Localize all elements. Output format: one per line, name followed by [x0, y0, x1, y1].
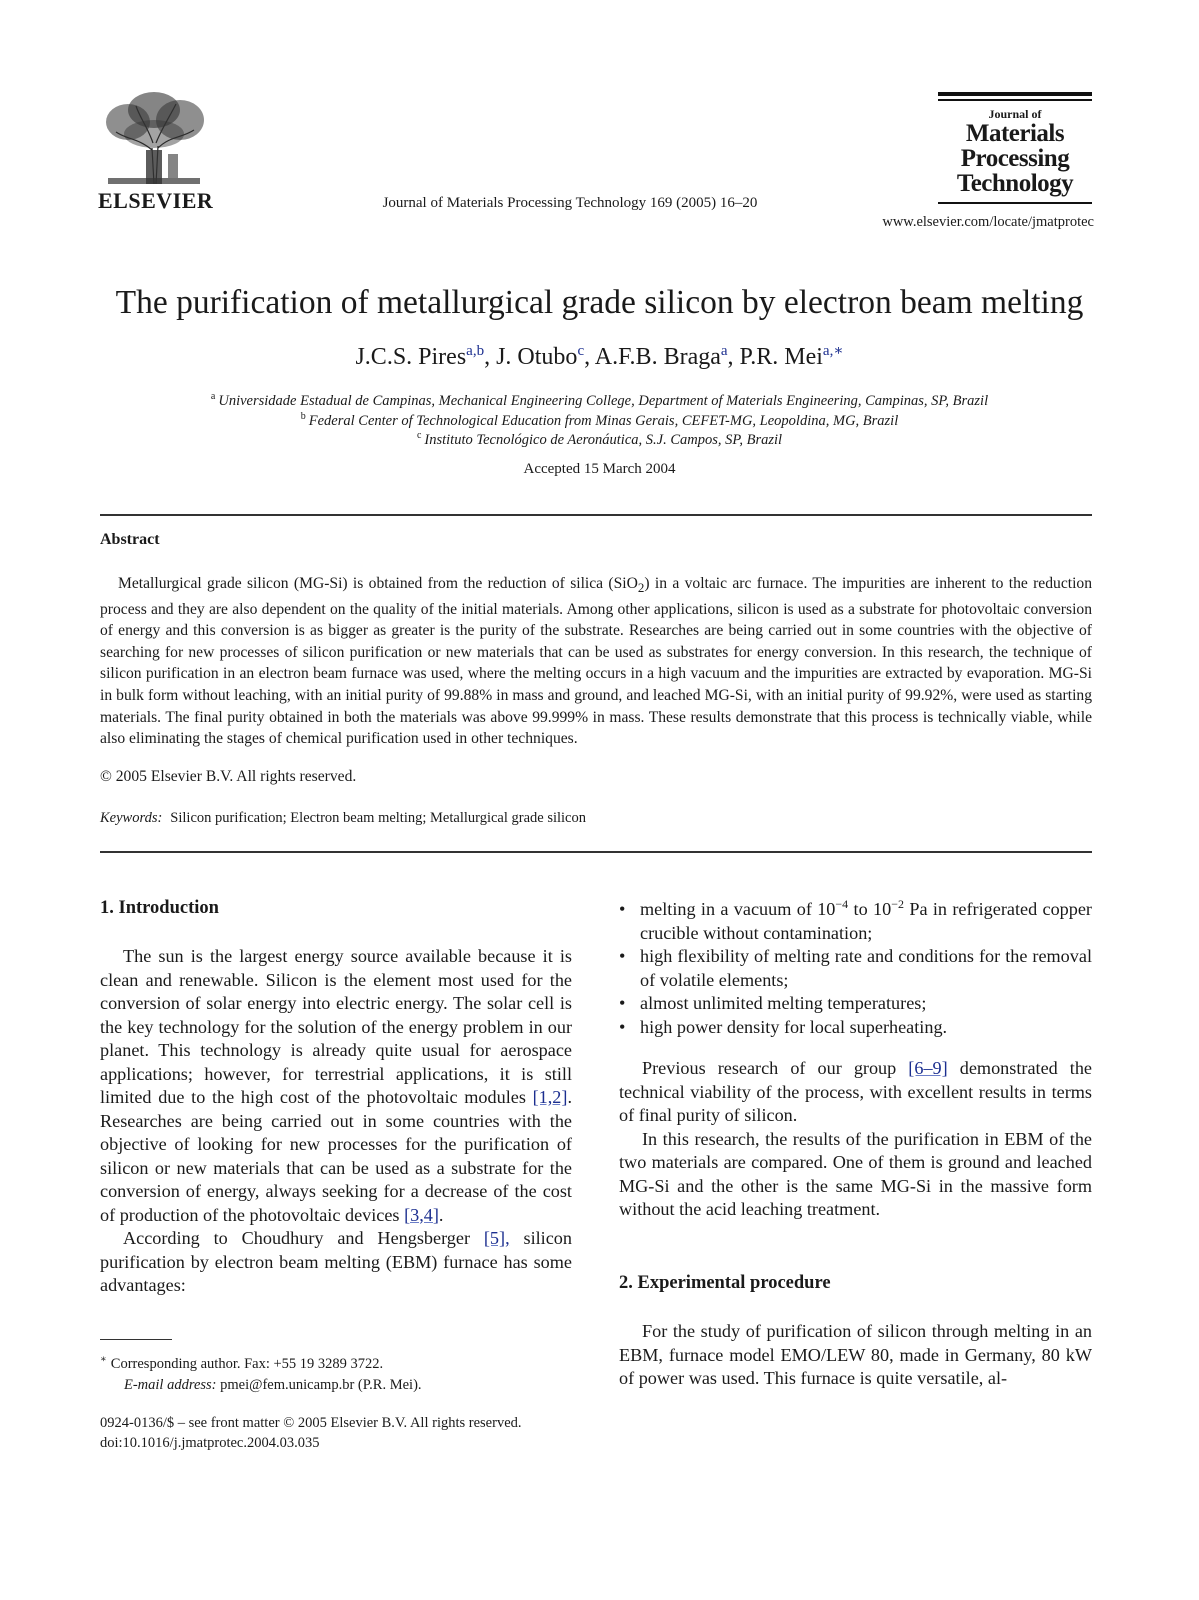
affiliation-c: [60, 430, 1139, 449]
author-affil-mark[interactable]: a,∗: [822, 343, 844, 359]
publisher-name: ELSEVIER: [98, 188, 214, 213]
author-affil-mark[interactable]: c: [577, 343, 585, 359]
keywords-text: Silicon purification; Electron beam melting; Metallurgical grade silicon: [170, 810, 586, 826]
paragraph: In this research, the results of the purification in EBM of the two materials are compared. One of them is ground and leached MG-Si and the other is the same MG-Si in the massive form without the acid leaching treatment.: [619, 1128, 1092, 1219]
affil-text: Instituto Tecnológico de Aeronáutica, S.J. Campos, SP, Brazil: [424, 431, 783, 448]
text-run: high power density for local superheating.: [640, 1016, 948, 1037]
email-address[interactable]: pmei@fem.unicamp.br (P.R. Mei).: [220, 1376, 422, 1393]
affil-mark: a: [210, 391, 216, 402]
section-heading-introduction: 1. Introduction: [100, 898, 219, 918]
list-item: [619, 898, 1092, 945]
abstract-text-part: ) in a voltaic arc furnace. The impurities are inherent to the reduction process and they are also dependent on the quality of the initial materials. Among other applications, silicon is used as a substrate for photovoltaic conversion of energy and this conversion is as bigger as greater is the purity of the substrate. Researches are being carried out in some countries with the objective of searching for new processes of silicon purification or new materials that can be used as substrates for energy conversion. In this research, the technique of silicon purification in an electron beam furnace was used, where the melting occurs in a high vacuum and the impurities are extracted by evaporation. MG-Si in bulk form without leaching, with an initial purity of 99.88% in mass and ground, and leached MG-Si, with an initial purity of 99.92%, were used as starting materials. The final purity obtained in both the materials was above 99.999% in mass. These results demonstrate that this process is technically viable, while also eliminating the stages of chemical purification used in other techniques.: [100, 575, 1092, 748]
brand-rule-bottom: [938, 202, 1092, 204]
paragraph: [100, 945, 572, 1227]
divider: [100, 514, 1092, 516]
brand-line-1: Materials: [965, 119, 1065, 147]
author-affil-mark[interactable]: a,b: [466, 343, 485, 359]
affiliation-a: [60, 391, 1139, 410]
text-run: almost unlimited melting temperatures;: [640, 993, 927, 1013]
abstract-heading: Abstract: [100, 531, 160, 548]
bullet-icon: •: [619, 946, 626, 966]
journal-citation: Journal of Materials Processing Technology 169 (2005) 16–20: [382, 195, 758, 211]
advantages-list: [619, 898, 1092, 1039]
footnote-divider: [100, 1339, 172, 1340]
front-matter: [100, 1413, 522, 1453]
text-run: The sun is the largest energy source available because it is clean and renewable. Silicon is the element most used for the conversion of solar energy into electric energy. The solar cell is the key technology for the solution of the energy problem in our planet. This technology is already quite usual for aerospace applications; however, for terrestrial applications, it is still limited due to the high cost of the photovoltaic modules: [100, 946, 572, 1107]
abstract-body: [100, 573, 1092, 750]
bullet-icon: •: [619, 1016, 626, 1037]
paper-title: The purification of metallurgical grade silicon by electron beam melting: [115, 284, 1084, 321]
citation-link[interactable]: [1,2]: [532, 1087, 568, 1107]
author-list: J.C.S. Pires$^{a,b}$, J. Otubo$^c$, A.F.B. Braga$^a$, P.R. Mei$^{a,∗}$: [355, 343, 844, 370]
footnote-line: [100, 1375, 422, 1396]
list-item: [619, 1016, 1092, 1040]
text-run: According to Choudhury and Hengsberger: [123, 1228, 484, 1248]
corresponding-author-footnote: [100, 1349, 422, 1396]
email-label: E-mail address:: [124, 1376, 217, 1393]
list-item: [619, 945, 1092, 992]
text-run: melting in a vacuum of 10: [640, 899, 836, 919]
keywords-label: Keywords:: [100, 810, 163, 826]
paragraph: [100, 1227, 572, 1298]
bullet-icon: •: [619, 993, 626, 1013]
text-run: demonstrated the technical viability of the process, with excellent results in terms of final purity of silicon.: [619, 1058, 1092, 1125]
issn-line: 0924-0136/$ – see front matter © 2005 Elsevier B.V. All rights reserved.: [100, 1415, 522, 1431]
author-name: P.R. Mei: [739, 344, 823, 370]
footnote-mark: ∗: [100, 1354, 107, 1365]
footnote-text: Corresponding author. Fax: +55 19 3289 3722.: [110, 1355, 384, 1372]
text-run: .: [438, 1204, 444, 1225]
citation-link[interactable]: [5],: [483, 1228, 510, 1248]
author-name: J. Otubo: [496, 344, 578, 370]
bullet-icon: •: [619, 899, 626, 919]
text-run: Previous research of our group: [642, 1058, 909, 1078]
abstract-copyright: © 2005 Elsevier B.V. All rights reserved.: [100, 768, 357, 785]
affil-mark: b: [300, 411, 306, 422]
accepted-date: Accepted 15 March 2004: [523, 461, 676, 477]
list-item: [619, 992, 1092, 1016]
superscript: −2: [891, 896, 904, 911]
footnote-line: [100, 1349, 422, 1375]
citation-link[interactable]: [6–9]: [908, 1058, 948, 1078]
brand-journal-of: Journal of: [988, 106, 1042, 121]
journal-url[interactable]: www.elsevier.com/locate/jmatprotec: [882, 214, 1094, 230]
brand-rule-top: [938, 92, 1092, 96]
brand-rule-thin: [938, 99, 1092, 101]
introduction-body: [100, 945, 572, 1298]
citation-link[interactable]: [3,4]: [404, 1204, 439, 1225]
affil-text: Federal Center of Technological Education from Minas Gerais, CEFET-MG, Leopoldina, MG, Brazil: [308, 412, 899, 429]
text-run: to 10: [848, 899, 892, 919]
text-run: high flexibility of melting rate and conditions for the removal of volatile elements;: [640, 946, 1092, 990]
paragraph: [619, 1057, 1092, 1128]
previous-research-text: [619, 1057, 1092, 1222]
author-name: A.F.B. Braga: [594, 344, 721, 370]
text-run: Pa in refrigerated copper crucible without contamination;: [640, 899, 1092, 943]
affil-text: Universidade Estadual de Campinas, Mechanical Engineering College, Department of Materials Engineering, Campinas, SP, Brazil: [218, 392, 989, 409]
experimental-body: [619, 1320, 1092, 1391]
author-affil-mark[interactable]: a: [720, 343, 728, 359]
superscript: −4: [835, 896, 849, 911]
abstract-text-part: Metallurgical grade silicon (MG-Si) is obtained from the reduction of silica (SiO: [118, 575, 638, 592]
text-run: silicon purification by electron beam melting (EBM) furnace has some advantages:: [100, 1228, 572, 1295]
subscript: 2: [637, 580, 645, 596]
journal-brand-logo: [938, 92, 1092, 204]
affiliation-b: [60, 411, 1139, 430]
section-heading-experimental: 2. Experimental procedure: [619, 1273, 831, 1293]
author-name: J.C.S. Pires: [355, 344, 467, 370]
brand-line-3: Technology: [956, 169, 1074, 197]
paragraph: For the study of purification of silicon through melting in an EBM, furnace model EMO/LEW 80, made in Germany, 80 kW of power was used. This furnace is quite versatile, al-: [619, 1321, 1092, 1388]
brand-line-2: Processing: [960, 144, 1070, 172]
affil-mark: c: [416, 430, 422, 441]
keywords: [100, 810, 586, 827]
doi-line[interactable]: doi:10.1016/j.jmatprotec.2004.03.035: [100, 1435, 320, 1451]
divider: [100, 851, 1092, 853]
text-run: . Researches are being carried out in some countries with the objective of looking for new processes for the purification of silicon or new materials that can be used as a substrate for the conversion of energy, always seeking for a decrease of the cost of production of the photovoltaic devices: [100, 1087, 572, 1225]
